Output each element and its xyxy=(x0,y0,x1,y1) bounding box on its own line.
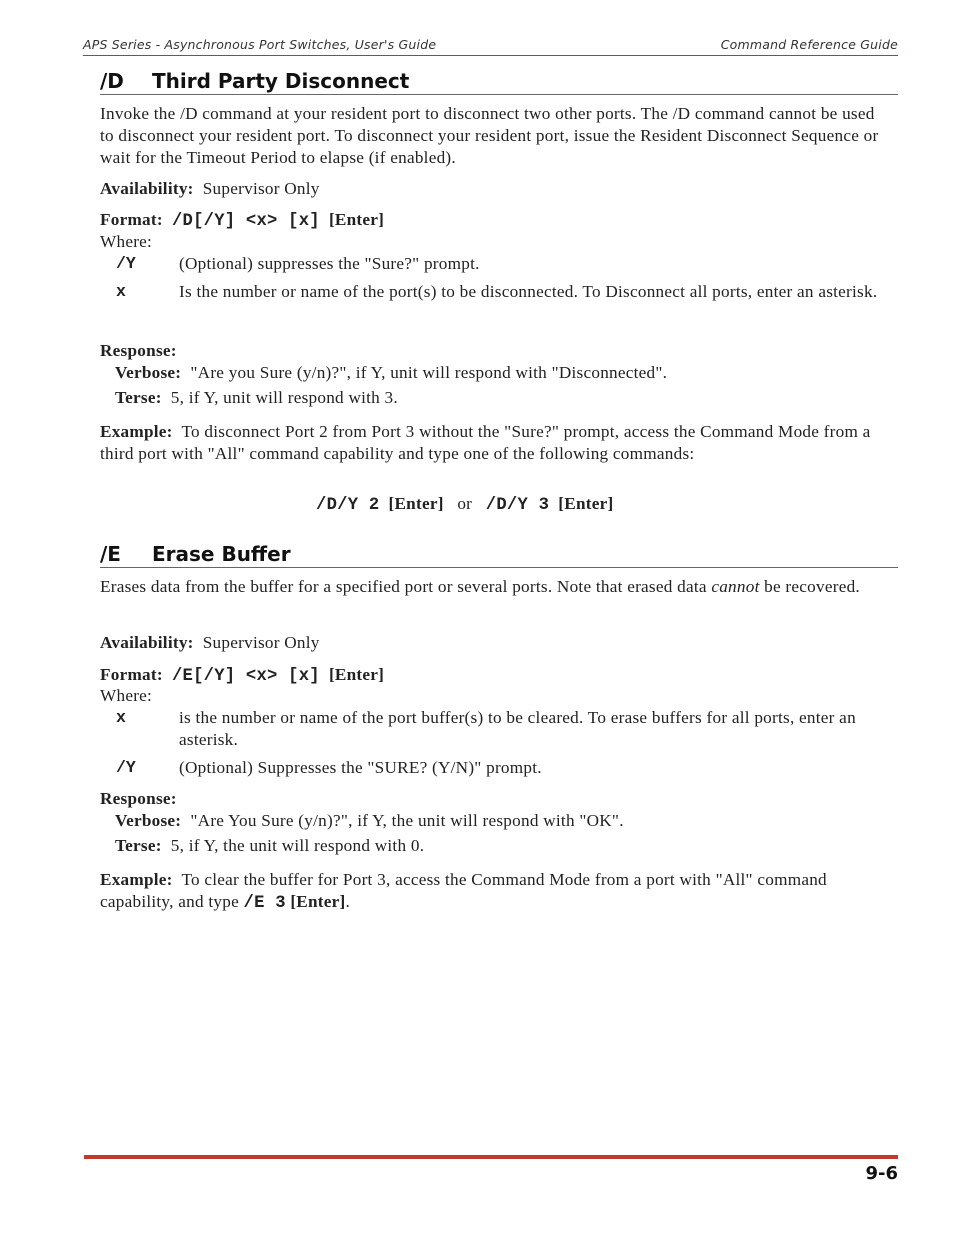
verbose-line xyxy=(115,362,905,384)
example-paragraph xyxy=(100,421,890,465)
terse-label: Terse: xyxy=(115,836,162,855)
section-title: Third Party Disconnect xyxy=(152,69,410,93)
def-key: x xyxy=(116,282,126,301)
where-label: Where: xyxy=(100,686,153,705)
format-enter: [Enter] xyxy=(328,210,385,229)
example-commands xyxy=(316,493,816,517)
def-text: Is the number or name of the port(s) to be disconnected. To Disconnect all ports, enter an asterisk. xyxy=(179,282,878,301)
verbose-text: "Are you Sure (y/n)?", if Y, unit will respond with "Disconnected". xyxy=(190,363,668,382)
format-enter: [Enter] xyxy=(328,665,385,684)
terse-line xyxy=(115,835,905,857)
header-guide-title: APS Series - Asynchronous Port Switches, User's Guide xyxy=(83,37,437,52)
section-command: /D xyxy=(100,69,124,93)
def-text: (Optional) suppresses the "Sure?" prompt. xyxy=(179,254,480,273)
format-code: /D[/Y] <x> [x] xyxy=(171,212,320,231)
section-title: Erase Buffer xyxy=(152,542,291,566)
example-period: . xyxy=(345,892,351,911)
verbose-text: "Are You Sure (y/n)?", if Y, the unit will respond with "OK". xyxy=(190,811,624,830)
page-number: 9-6 xyxy=(865,1163,898,1184)
intro-text-b: be recovered. xyxy=(759,577,860,596)
availability-value: Supervisor Only xyxy=(202,633,320,652)
footer-rule xyxy=(84,1155,898,1159)
example-text: To disconnect Port 2 from Port 3 without the "Sure?" prompt, access the Command Mode from a third port with "All" command capability and type one of the following commands: xyxy=(100,422,871,463)
format-label: Format: xyxy=(100,210,163,229)
verbose-line xyxy=(115,810,905,832)
format-line xyxy=(100,209,890,233)
header-section-title: Command Reference Guide xyxy=(720,37,898,52)
example-enter: [Enter] xyxy=(290,892,346,911)
availability-line xyxy=(100,632,890,654)
response-label: Response: xyxy=(100,341,177,360)
section-heading-e xyxy=(100,541,898,568)
format-code: /E[/Y] <x> [x] xyxy=(171,667,320,686)
section-command: /E xyxy=(100,542,121,566)
example-cmd: /E 3 xyxy=(243,894,286,913)
example-text: To clear the buffer for Port 3, access the Command Mode from a port with "All" command capability, and type xyxy=(100,870,827,911)
availability-label: Availability: xyxy=(100,633,194,652)
example-label: Example: xyxy=(100,422,173,441)
verbose-label: Verbose: xyxy=(115,363,182,382)
running-header xyxy=(83,37,898,56)
example-cmd-2: /D/Y 3 xyxy=(485,496,550,515)
terse-label: Terse: xyxy=(115,388,162,407)
intro-text-a: Erases data from the buffer for a specified port or several ports. Note that erased data xyxy=(100,577,712,596)
example-enter-1: [Enter] xyxy=(388,494,444,513)
availability-line xyxy=(100,178,890,200)
example-label: Example: xyxy=(100,870,173,889)
example-paragraph xyxy=(100,869,890,915)
terse-line xyxy=(115,387,905,409)
terse-text: 5, if Y, the unit will respond with 0. xyxy=(170,836,425,855)
verbose-label: Verbose: xyxy=(115,811,182,830)
intro-paragraph: Invoke the /D command at your resident port to disconnect two other ports. The /D command cannot be used to disconnect your resident port. To disconnect your resident port, issue the Resident Disconnect Sequence or wait for the Timeout Period to elapse (if enabled). xyxy=(100,104,879,167)
response-label: Response: xyxy=(100,789,177,808)
example-cmd-1: /D/Y 2 xyxy=(316,496,380,515)
def-text: is the number or name of the port buffer(s) to be cleared. To erase buffers for all ports, enter an asterisk. xyxy=(179,708,856,749)
intro-emphasis: cannot xyxy=(711,577,760,596)
def-text: (Optional) Suppresses the "SURE? (Y/N)" prompt. xyxy=(179,758,542,777)
example-or: or xyxy=(457,494,473,513)
def-key: x xyxy=(116,708,126,727)
section-heading-d xyxy=(100,68,898,95)
def-key: /Y xyxy=(116,254,136,273)
example-enter-2: [Enter] xyxy=(558,494,614,513)
format-label: Format: xyxy=(100,665,163,684)
terse-text: 5, if Y, unit will respond with 3. xyxy=(170,388,398,407)
availability-label: Availability: xyxy=(100,179,194,198)
availability-value: Supervisor Only xyxy=(202,179,320,198)
def-key: /Y xyxy=(116,758,136,777)
where-label: Where: xyxy=(100,232,153,251)
intro-paragraph xyxy=(100,576,890,598)
